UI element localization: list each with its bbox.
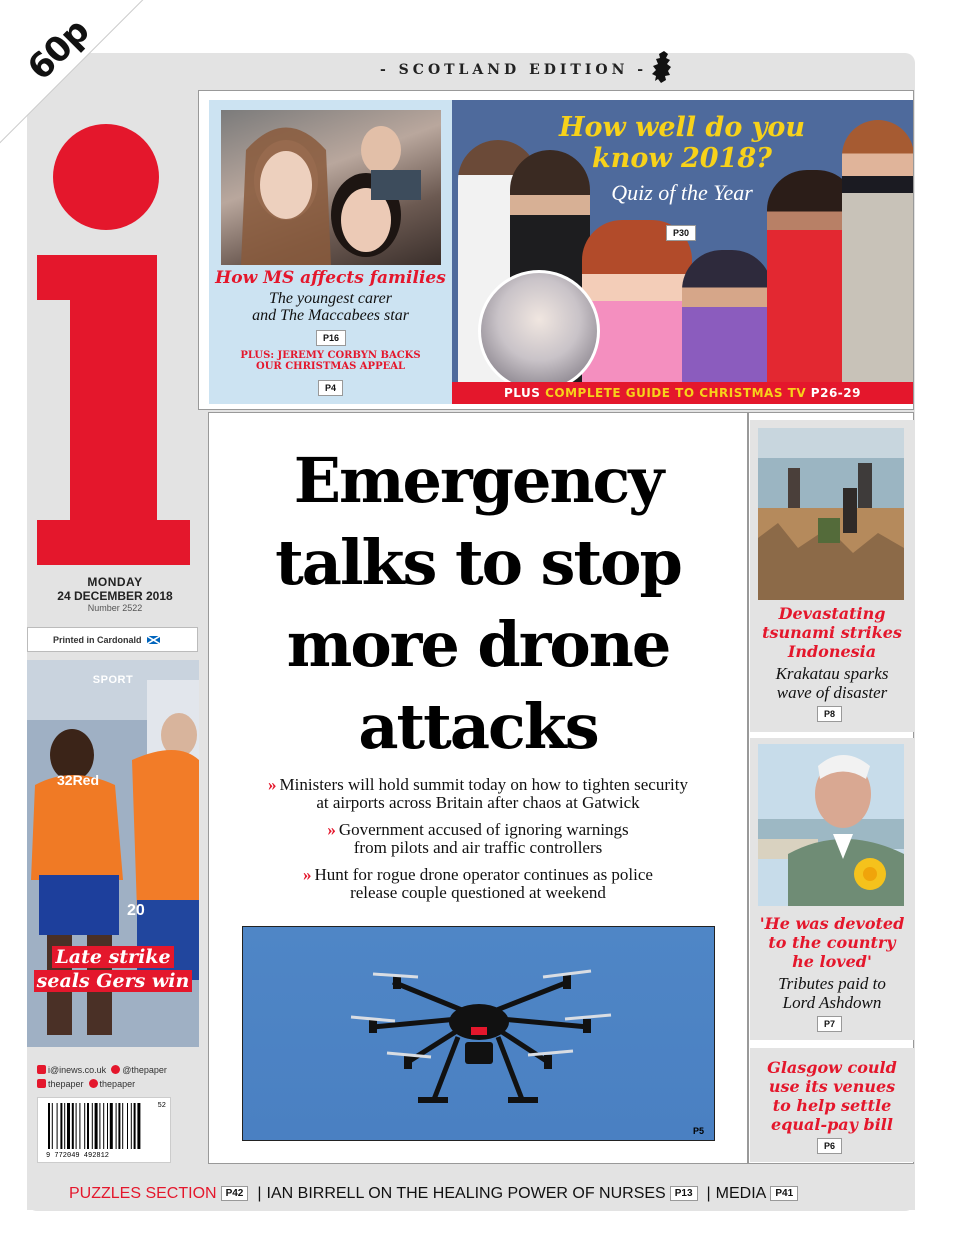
tsunami-headline-line1: Devastating <box>778 604 886 623</box>
bullet-text: Government accused of ignoring warnings <box>338 820 629 839</box>
bullet-text: Ministers will hold summit today on how to tighten security <box>279 775 688 794</box>
printed-in-box <box>27 627 198 652</box>
drone-icon <box>243 927 715 1141</box>
scotland-map-icon <box>650 50 676 86</box>
page-tag: P42 <box>221 1186 249 1201</box>
main-headline[interactable] <box>208 440 748 768</box>
logo-dot <box>53 124 159 230</box>
barcode-bar <box>137 1103 140 1149</box>
snow-child-photo <box>478 270 600 392</box>
footer-puzzles[interactable]: PUZZLES SECTION <box>69 1185 217 1202</box>
printed-in-label: Printed in Cardonald <box>53 635 142 645</box>
barcode-bar <box>107 1103 108 1149</box>
tsunami-subhead-line1: Krakatau sparks <box>775 664 889 683</box>
christmas-tv-strip[interactable] <box>452 382 913 404</box>
price-corner <box>0 0 150 150</box>
page-tag: P41 <box>770 1186 798 1201</box>
page-tag: P4 <box>318 380 343 396</box>
side-story-tsunami[interactable] <box>750 420 914 732</box>
tsunami-headline-line3: Indonesia <box>787 642 877 661</box>
ms-title: How MS affects families <box>215 268 446 288</box>
barcode-bar <box>103 1103 104 1149</box>
family-photo <box>221 110 441 265</box>
promo-quiz[interactable] <box>452 100 913 404</box>
barcode-bar <box>92 1103 93 1149</box>
barcode-bar <box>118 1103 120 1149</box>
ashdown-headline-line1: 'He was devoted <box>759 914 905 933</box>
sport-headline-line1: Late strike <box>52 946 173 968</box>
barcode-bar <box>87 1103 89 1149</box>
page-tag: P8 <box>817 706 842 722</box>
side-story-glasgow[interactable] <box>750 1048 914 1162</box>
sport-headline <box>33 945 193 993</box>
main-bullets <box>208 776 748 911</box>
strip-prefix: PLUS <box>504 386 541 400</box>
barcode-bar <box>57 1103 58 1149</box>
barcode-bar <box>116 1103 117 1149</box>
tsunami-headline-line2: tsunami strikes <box>762 623 902 642</box>
instagram-icon <box>89 1079 98 1088</box>
ashdown-subhead-line1: Tributes paid to <box>778 974 886 993</box>
ms-subtitle-line1: The youngest carer <box>269 290 392 307</box>
bullet-text: from pilots and air traffic controllers <box>353 838 603 857</box>
issue-day: MONDAY <box>87 575 143 589</box>
page-tag: P6 <box>817 1138 842 1154</box>
tsunami-subhead-line2: wave of disaster <box>776 683 888 702</box>
bullet-item <box>208 821 748 857</box>
barcode-bar <box>48 1103 50 1149</box>
barcode-bar <box>72 1103 74 1149</box>
glasgow-headline <box>750 1058 914 1134</box>
ashdown-headline-line2: to the country <box>768 933 896 952</box>
barcode-bar <box>131 1103 132 1149</box>
page-tag: P16 <box>316 330 346 346</box>
facebook-icon <box>37 1079 46 1088</box>
barcode-bar <box>122 1103 123 1149</box>
ms-subtitle <box>209 290 452 324</box>
email-link[interactable]: i@inews.co.uk <box>48 1065 107 1075</box>
bullet-text: release couple questioned at weekend <box>350 883 606 902</box>
page-tag: P13 <box>670 1186 698 1201</box>
main-headline-line2: talks to stop <box>275 526 681 599</box>
ms-subtitle-line2: and The Maccabees star <box>252 307 409 324</box>
bullet-chevron-icon: » <box>303 865 312 884</box>
page-tag: P30 <box>666 225 696 241</box>
tsunami-subhead <box>750 664 914 702</box>
barcode-bar <box>60 1103 62 1149</box>
barcode <box>37 1097 171 1163</box>
barcode-bar <box>52 1103 53 1149</box>
glasgow-headline-line3: to help settle <box>772 1096 892 1115</box>
barcode-digits: 9 772049 492812 <box>46 1152 110 1160</box>
ashdown-headline-line3: he loved' <box>792 952 872 971</box>
svg-text:32Red: 32Red <box>57 772 100 788</box>
tsunami-photo <box>758 428 904 600</box>
tsunami-headline <box>750 604 914 661</box>
barcode-bar <box>127 1103 128 1149</box>
glasgow-headline-line2: use its venues <box>768 1077 896 1096</box>
twitter-icon <box>111 1065 120 1074</box>
promo-ms-families[interactable] <box>209 100 452 404</box>
twitter-handle[interactable]: @thepaper <box>122 1065 167 1075</box>
footer-divider: | <box>706 1185 711 1202</box>
price-label: 60p <box>20 11 97 89</box>
glasgow-headline-line4: equal-pay bill <box>771 1115 893 1134</box>
quiz-subtitle: Quiz of the Year <box>611 180 753 205</box>
corbyn-line2: OUR CHRISTMAS APPEAL <box>255 361 406 372</box>
glasgow-headline-line1: Glasgow could <box>767 1058 897 1077</box>
strip-pages: P26-29 <box>810 386 861 400</box>
quiz-title-line1: How well do you <box>558 112 806 143</box>
barcode-bar <box>76 1103 77 1149</box>
drone-photo <box>242 926 715 1141</box>
date-block <box>30 575 200 613</box>
bullet-chevron-icon: » <box>268 775 277 794</box>
quiz-title <box>532 112 832 174</box>
barcode-bar <box>84 1103 85 1149</box>
page-tag: P7 <box>817 1016 842 1032</box>
bullet-item <box>208 776 748 812</box>
corbyn-line1: PLUS: JEREMY CORBYN BACKS <box>240 350 421 361</box>
main-headline-line4: attacks <box>358 690 598 763</box>
sport-headline-line2: seals Gers win <box>34 970 193 992</box>
bullet-text: at airports across Britain after chaos at Gatwick <box>316 793 640 812</box>
quiz-title-line2: know 2018? <box>592 143 772 174</box>
barcode-issue: 52 <box>157 1102 166 1110</box>
footer-media[interactable]: MEDIA <box>715 1185 767 1202</box>
ashdown-headline <box>750 914 914 971</box>
barcode-bars <box>48 1103 162 1151</box>
bullet-text: Hunt for rogue drone operator continues as police <box>314 865 653 884</box>
barcode-bar <box>134 1103 136 1149</box>
main-headline-line3: more drone <box>286 608 670 681</box>
image-page-ref: P5 <box>692 1126 704 1136</box>
sport-promo[interactable] <box>27 660 199 1047</box>
facebook-handle[interactable]: thepaper <box>48 1079 84 1089</box>
barcode-bar <box>67 1103 70 1149</box>
footer-bar <box>27 1178 915 1210</box>
footer-birrell[interactable]: IAN BIRRELL ON THE HEALING POWER OF NURSES <box>266 1185 666 1202</box>
barcode-bar <box>64 1103 65 1149</box>
svg-text:20: 20 <box>127 902 145 919</box>
issue-number: Number 2522 <box>87 603 143 613</box>
bullet-chevron-icon: » <box>327 820 336 839</box>
saltire-flag-icon <box>147 636 160 644</box>
barcode-bar <box>99 1103 100 1149</box>
celebrity-figure <box>842 120 913 400</box>
main-headline-line1: Emergency <box>293 444 663 517</box>
bullet-item <box>208 866 748 902</box>
strip-text: COMPLETE GUIDE TO CHRISTMAS TV <box>545 386 807 400</box>
barcode-bar <box>110 1103 113 1149</box>
social-links <box>37 1063 167 1091</box>
issue-date: 24 DECEMBER 2018 <box>57 589 173 603</box>
barcode-bar <box>79 1103 80 1149</box>
instagram-handle[interactable]: thepaper <box>99 1079 136 1089</box>
barcode-bar <box>95 1103 98 1149</box>
ashdown-subhead-line2: Lord Ashdown <box>782 993 882 1012</box>
side-story-ashdown[interactable] <box>750 738 914 1040</box>
celebrity-figure <box>582 220 692 400</box>
ashdown-subhead <box>750 974 914 1012</box>
footer-divider: | <box>257 1185 262 1202</box>
corbyn-teaser <box>209 350 452 372</box>
celebrity-figure <box>682 250 772 400</box>
ashdown-photo <box>758 744 904 906</box>
sport-label: SPORT <box>92 674 134 686</box>
logo-stem <box>37 255 190 565</box>
edition-label: - SCOTLAND EDITION - <box>380 62 648 78</box>
email-icon <box>37 1065 46 1074</box>
